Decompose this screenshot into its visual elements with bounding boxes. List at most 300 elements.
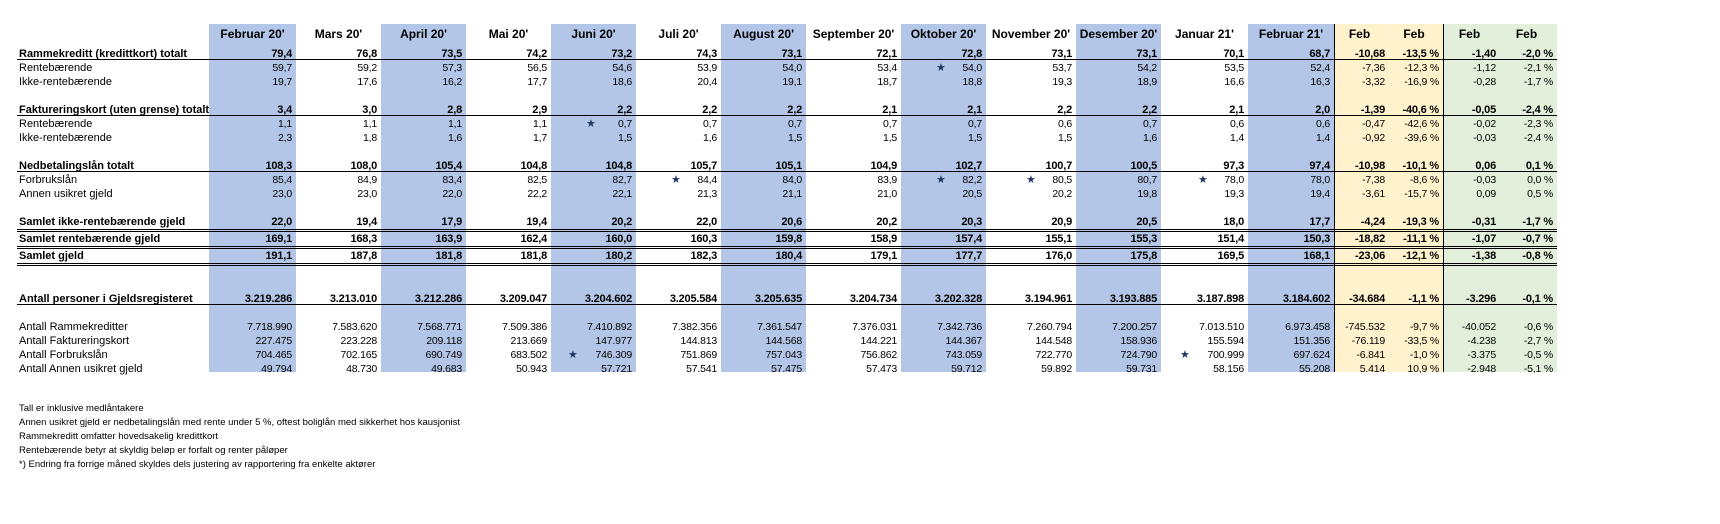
table-cell: 73,2 <box>611 48 632 60</box>
table-cell: 78,0 <box>1310 174 1330 186</box>
table-cell: 73,1 <box>781 48 802 60</box>
star-marker: ★ <box>1198 174 1208 186</box>
change-header: Feb <box>1515 27 1538 41</box>
table-cell: 1,5 <box>788 132 802 144</box>
table-cell: 73,1 <box>1051 48 1072 60</box>
footnote: Tall er inklusive medlåntakere <box>19 403 144 414</box>
table-cell: 700.999 <box>1207 349 1244 361</box>
row-label: Ikke-rentebærende <box>19 132 112 144</box>
change-cell: -3,61 <box>1362 188 1385 200</box>
table-cell: 2,1 <box>882 104 897 116</box>
month-header: Februar 21' <box>1258 27 1324 41</box>
table-cell: 20,4 <box>697 76 717 88</box>
change-cell: -4,24 <box>1360 216 1385 228</box>
table-cell: 17,6 <box>357 76 377 88</box>
change-cell: -1,38 <box>1471 250 1496 262</box>
change-cell: -1,40 <box>1471 48 1496 60</box>
table-cell: 1,1 <box>448 118 462 130</box>
table-cell: 20,9 <box>1051 216 1072 228</box>
row-label: Samlet gjeld <box>19 250 84 262</box>
table-cell: 0,6 <box>1316 118 1330 130</box>
table-cell: 83,9 <box>877 174 897 186</box>
star-marker: ★ <box>936 174 946 186</box>
change-cell: -1,0 % <box>1409 349 1439 361</box>
change-cell: 0,06 <box>1475 160 1496 172</box>
table-cell: 182,3 <box>690 250 717 262</box>
month-header: Januar 21' <box>1175 27 1234 41</box>
table-cell: 79,4 <box>271 48 292 60</box>
row-label: Samlet rentebærende gjeld <box>19 233 161 245</box>
table-cell: 151.356 <box>1293 335 1330 347</box>
row-divider <box>17 304 1557 305</box>
table-cell: 97,4 <box>1309 160 1330 172</box>
table-cell: 3.187.898 <box>1196 293 1244 305</box>
table-cell: 17,7 <box>527 76 547 88</box>
table-cell: 191,1 <box>265 250 292 262</box>
row-label: Rammekreditt (kredittkort) totalt <box>19 48 188 60</box>
month-header: August 20' <box>733 27 794 41</box>
table-cell: 16,3 <box>1310 76 1330 88</box>
table-cell: 756.862 <box>860 349 897 361</box>
table-cell: 151,4 <box>1217 233 1244 245</box>
table-cell: 20,6 <box>781 216 802 228</box>
table-cell: 155,3 <box>1130 233 1157 245</box>
change-cell: -12,3 % <box>1404 62 1439 74</box>
table-cell: 0,7 <box>1143 118 1157 130</box>
table-cell: 57.473 <box>866 363 897 375</box>
table-cell: 0,7 <box>618 118 632 130</box>
change-cell: -0,8 % <box>1522 250 1553 262</box>
table-cell: 0,7 <box>968 118 982 130</box>
month-header: Juli 20' <box>658 27 699 41</box>
table-cell: 100,5 <box>1130 160 1157 172</box>
table-cell: 177,7 <box>955 250 982 262</box>
table-cell: 74,3 <box>696 48 717 60</box>
change-cell: -2,3 % <box>1523 118 1553 130</box>
table-cell: 18,0 <box>1223 216 1244 228</box>
table-cell: 169,5 <box>1217 250 1244 262</box>
table-cell: 163,9 <box>435 233 462 245</box>
table-cell: 223.228 <box>340 335 377 347</box>
change-cell: -2,1 % <box>1523 62 1553 74</box>
table-cell: 22,2 <box>527 188 547 200</box>
change-cell: -15,7 % <box>1404 188 1439 200</box>
table-cell: 3.204.734 <box>849 293 897 305</box>
table-cell: 20,2 <box>1052 188 1072 200</box>
table-cell: 168,1 <box>1303 250 1330 262</box>
table-cell: 104,9 <box>870 160 897 172</box>
table-cell: 746.309 <box>595 349 632 361</box>
change-cell: -1,12 <box>1473 62 1496 74</box>
table-cell: 3,4 <box>277 104 292 116</box>
table-cell: 1,6 <box>703 132 717 144</box>
table-cell: 144.813 <box>680 335 717 347</box>
row-label: Faktureringskort (uten grense) totalt <box>19 104 210 116</box>
change-cell: -12,1 % <box>1402 250 1439 262</box>
table-cell: 100,7 <box>1045 160 1072 172</box>
change-cell: 5.414 <box>1359 363 1385 375</box>
table-cell: 7.361.547 <box>757 321 802 333</box>
change-cell: -18,82 <box>1355 233 1385 245</box>
change-cell: -33,5 % <box>1404 335 1439 347</box>
table-cell: 18,8 <box>962 76 982 88</box>
table-cell: 1,7 <box>533 132 547 144</box>
table-cell: 53,5 <box>1224 62 1244 74</box>
change-cell: -0,47 <box>1362 118 1385 130</box>
change-cell: -0,6 % <box>1523 321 1553 333</box>
table-cell: 54,0 <box>782 62 802 74</box>
change-header: Feb <box>1403 27 1425 41</box>
table-cell: 74,2 <box>526 48 547 60</box>
table-cell: 1,1 <box>533 118 547 130</box>
change-cell: -8,6 % <box>1409 174 1439 186</box>
table-cell: 19,4 <box>526 216 547 228</box>
change-cell: -1,7 % <box>1523 76 1553 88</box>
table-cell: 150,3 <box>1303 233 1330 245</box>
row-label: Antall Faktureringskort <box>19 335 130 347</box>
table-cell: 54,6 <box>612 62 632 74</box>
table-cell: 1,4 <box>1230 132 1244 144</box>
table-cell: 78,0 <box>1224 174 1244 186</box>
table-cell: 56,5 <box>527 62 547 74</box>
table-cell: 187,8 <box>350 250 377 262</box>
footnote: Rentebærende betyr at skyldig beløp er forfalt og renter påløper <box>19 445 288 456</box>
change-cell: -9,7 % <box>1409 321 1439 333</box>
table-cell: 53,4 <box>877 62 897 74</box>
table-cell: 105,4 <box>435 160 462 172</box>
table-cell: 20,2 <box>611 216 632 228</box>
table-cell: 57,3 <box>442 62 462 74</box>
table-cell: 724.790 <box>1120 349 1157 361</box>
table-cell: 2,2 <box>1057 104 1072 116</box>
table-cell: 169,1 <box>265 233 292 245</box>
star-marker: ★ <box>568 349 578 361</box>
table-cell: 757.043 <box>765 349 802 361</box>
change-cell: -3,32 <box>1362 76 1385 88</box>
change-cell: -0,03 <box>1473 132 1496 144</box>
table-cell: 22,1 <box>612 188 632 200</box>
change-cell: -0,28 <box>1473 76 1496 88</box>
table-cell: 105,1 <box>775 160 802 172</box>
change-cell: -40.052 <box>1461 321 1496 333</box>
table-cell: 0,7 <box>788 118 802 130</box>
table-cell: 155,1 <box>1045 233 1072 245</box>
table-cell: 7.200.257 <box>1112 321 1157 333</box>
table-cell: 102,7 <box>955 160 982 172</box>
change-cell: -2,4 % <box>1523 132 1553 144</box>
table-cell: 213.669 <box>510 335 547 347</box>
table-cell: 22,0 <box>271 216 292 228</box>
table-cell: 72,1 <box>876 48 897 60</box>
row-divider <box>17 246 1557 247</box>
row-label: Rentebærende <box>19 62 93 74</box>
table-cell: 702.165 <box>340 349 377 361</box>
table-cell: 743.059 <box>945 349 982 361</box>
table-cell: 180,2 <box>605 250 632 262</box>
table-cell: 49.683 <box>431 363 462 375</box>
table-cell: 683.502 <box>510 349 547 361</box>
month-header: September 20' <box>812 27 895 41</box>
table-cell: 68,7 <box>1309 48 1330 60</box>
table-cell: 57.721 <box>601 363 632 375</box>
table-cell: 59,7 <box>272 62 292 74</box>
row-label: Rentebærende <box>19 118 93 130</box>
table-cell: 85,4 <box>272 174 292 186</box>
table-cell: 53,7 <box>1052 62 1072 74</box>
table-cell: 73,5 <box>441 48 462 60</box>
table-cell: 7.509.386 <box>502 321 547 333</box>
table-cell: 3.194.961 <box>1024 293 1072 305</box>
table-cell: 1,5 <box>618 132 632 144</box>
table-cell: 82,7 <box>612 174 632 186</box>
table-cell: 108,3 <box>265 160 292 172</box>
change-cell: -19,3 % <box>1402 216 1439 228</box>
row-label: Antall personer i Gjeldsregisteret <box>19 293 193 305</box>
table-cell: 181,8 <box>520 250 547 262</box>
table-cell: 175,8 <box>1130 250 1157 262</box>
table-cell: 84,9 <box>357 174 377 186</box>
change-cell: -4.238 <box>1467 335 1496 347</box>
change-cell: -0,1 % <box>1522 293 1553 305</box>
table-cell: 7.568.771 <box>417 321 462 333</box>
table-cell: 20,5 <box>1136 216 1157 228</box>
row-label: Annen usikret gjeld <box>19 188 113 200</box>
table-cell: 59,2 <box>357 62 377 74</box>
table-cell: 3.213.010 <box>329 293 377 305</box>
table-cell: 76,8 <box>356 48 377 60</box>
row-divider <box>17 171 1557 172</box>
table-cell: 181,8 <box>435 250 462 262</box>
star-marker: ★ <box>671 174 681 186</box>
table-cell: 20,2 <box>876 216 897 228</box>
table-cell: 50.943 <box>516 363 547 375</box>
change-cell: -0,31 <box>1471 216 1496 228</box>
change-cell: -745.532 <box>1345 321 1385 333</box>
row-divider <box>17 231 1557 232</box>
change-cell: 0,0 % <box>1527 174 1553 186</box>
table-cell: 73,1 <box>1136 48 1157 60</box>
row-label: Antall Annen usikret gjeld <box>19 363 143 375</box>
change-cell: -2,7 % <box>1523 335 1553 347</box>
change-cell: -7,36 <box>1362 62 1385 74</box>
table-cell: 70,1 <box>1223 48 1244 60</box>
table-cell: 1,8 <box>363 132 377 144</box>
table-cell: 19,3 <box>1052 76 1072 88</box>
table-cell: 3.212.286 <box>414 293 462 305</box>
table-cell: 1,6 <box>1143 132 1157 144</box>
row-label: Samlet ikke-rentebærende gjeld <box>19 216 186 228</box>
change-cell: -2,4 % <box>1522 104 1553 116</box>
table-cell: 108,0 <box>350 160 377 172</box>
table-cell: 3.202.328 <box>934 293 982 305</box>
table-cell: 97,3 <box>1223 160 1244 172</box>
table-cell: 105,7 <box>690 160 717 172</box>
change-cell: 0,09 <box>1476 188 1496 200</box>
table-cell: 82,5 <box>527 174 547 186</box>
change-cell: -76.119 <box>1351 335 1385 347</box>
table-cell: 3.205.584 <box>669 293 717 305</box>
change-cell: 0,5 % <box>1527 188 1553 200</box>
row-divider <box>17 248 1557 249</box>
table-cell: 7.583.620 <box>332 321 377 333</box>
table-cell: 23,0 <box>272 188 292 200</box>
table-cell: 1,5 <box>968 132 982 144</box>
change-cell: -10,1 % <box>1402 160 1439 172</box>
change-header: Feb <box>1348 27 1371 41</box>
table-cell: 159,8 <box>775 233 802 245</box>
change-cell: -0,03 <box>1473 174 1496 186</box>
month-header: Oktober 20' <box>910 27 977 41</box>
table-cell: 80,5 <box>1052 174 1072 186</box>
table-cell: 19,8 <box>1137 188 1157 200</box>
table-cell: 21,3 <box>697 188 717 200</box>
change-cell: 10,9 % <box>1407 363 1439 375</box>
table-cell: 7.718.990 <box>247 321 292 333</box>
table-cell: 704.465 <box>255 349 292 361</box>
change-cell: -6.841 <box>1356 349 1385 361</box>
table-cell: 104,8 <box>520 160 547 172</box>
change-cell: -7,38 <box>1362 174 1385 186</box>
table-cell: 7.342.736 <box>937 321 982 333</box>
table-cell: 52,4 <box>1310 62 1330 74</box>
table-cell: 7.382.356 <box>672 321 717 333</box>
table-cell: 1,5 <box>883 132 897 144</box>
table-cell: 158,9 <box>870 233 897 245</box>
month-header: April 20' <box>400 27 447 41</box>
table-cell: 3.205.635 <box>754 293 802 305</box>
change-cell: -34.684 <box>1349 293 1385 305</box>
table-cell: 49.794 <box>261 363 292 375</box>
table-cell: 54,2 <box>1137 62 1157 74</box>
month-header: Februar 20' <box>220 27 285 41</box>
table-cell: 3.193.885 <box>1109 293 1157 305</box>
row-divider <box>17 265 1557 266</box>
footnote: *) Endring fra forrige måned skyldes dels justering av rapportering fra enkelte aktører <box>19 459 376 470</box>
table-cell: 80,7 <box>1137 174 1157 186</box>
row-label: Forbrukslån <box>19 174 78 186</box>
table-cell: 55.208 <box>1299 363 1330 375</box>
row-label: Antall Forbrukslån <box>19 349 108 361</box>
table-cell: 2,2 <box>787 104 802 116</box>
table-cell: 2,0 <box>1315 104 1330 116</box>
change-cell: -3.296 <box>1466 293 1496 305</box>
table-cell: 144.221 <box>860 335 897 347</box>
table-cell: 17,9 <box>441 216 462 228</box>
table-cell: 17,7 <box>1309 216 1330 228</box>
row-divider <box>17 115 1557 116</box>
change-cell: -0,7 % <box>1522 233 1553 245</box>
month-header: Mars 20' <box>314 27 363 41</box>
table-cell: 144.367 <box>945 335 982 347</box>
table-cell: 20,5 <box>962 188 982 200</box>
change-cell: -13,5 % <box>1402 48 1439 60</box>
change-header: Feb <box>1458 27 1481 41</box>
table-cell: 2,8 <box>447 104 462 116</box>
table-cell: 53,9 <box>697 62 717 74</box>
star-marker: ★ <box>936 62 946 74</box>
table-cell: 18,7 <box>877 76 897 88</box>
table-cell: 21,1 <box>782 188 802 200</box>
table-cell: 2,1 <box>1229 104 1244 116</box>
row-divider <box>17 229 1557 230</box>
table-cell: 176,0 <box>1045 250 1072 262</box>
table-cell: 209.118 <box>426 335 462 347</box>
table-cell: 19,7 <box>272 76 292 88</box>
month-header: Desember 20' <box>1079 27 1158 41</box>
table-cell: 19,1 <box>782 76 802 88</box>
table-cell: 16,2 <box>442 76 462 88</box>
table-cell: 22,0 <box>696 216 717 228</box>
table-cell: 57.475 <box>771 363 802 375</box>
table-cell: 3.204.602 <box>584 293 632 305</box>
month-header: Mai 20' <box>488 27 529 41</box>
table-cell: 3.184.602 <box>1282 293 1330 305</box>
change-cell: -0,5 % <box>1523 349 1553 361</box>
table-cell: 18,9 <box>1137 76 1157 88</box>
table-cell: 58.156 <box>1213 363 1244 375</box>
table-cell: 155.594 <box>1207 335 1244 347</box>
table-cell: 160,3 <box>690 233 717 245</box>
table-cell: 22,0 <box>442 188 462 200</box>
change-cell: -0,05 <box>1471 104 1496 116</box>
table-cell: 72,8 <box>961 48 982 60</box>
table-cell: 2,2 <box>617 104 632 116</box>
table-cell: 3,0 <box>362 104 377 116</box>
table-cell: 48.730 <box>346 363 377 375</box>
table-cell: 3.219.286 <box>244 293 292 305</box>
change-cell: -16,9 % <box>1404 76 1439 88</box>
table-cell: 751.869 <box>680 349 717 361</box>
table-cell: 144.568 <box>765 335 802 347</box>
table-cell: 59.892 <box>1041 363 1072 375</box>
table-cell: 19,4 <box>1310 188 1330 200</box>
change-cell: 0,1 % <box>1525 160 1553 172</box>
table-cell: 7.013.510 <box>1199 321 1244 333</box>
table-cell: 180,4 <box>775 250 802 262</box>
table-cell: 168,3 <box>350 233 377 245</box>
table-cell: 1,5 <box>1058 132 1072 144</box>
change-cell: -40,6 % <box>1402 104 1439 116</box>
row-divider <box>17 263 1557 264</box>
row-label: Antall Rammekreditter <box>19 321 128 333</box>
table-cell: 158.936 <box>1120 335 1157 347</box>
table-cell: 1,6 <box>448 132 462 144</box>
table-cell: 0,6 <box>1058 118 1072 130</box>
change-cell: -5,1 % <box>1523 363 1553 375</box>
star-marker: ★ <box>1026 174 1036 186</box>
table-cell: 2,2 <box>1142 104 1157 116</box>
table-cell: 160,0 <box>605 233 632 245</box>
table-cell: 1,1 <box>278 118 292 130</box>
table-cell: 104,8 <box>605 160 632 172</box>
table-cell: 2,2 <box>702 104 717 116</box>
table-cell: 59.712 <box>951 363 982 375</box>
table-cell: 179,1 <box>870 250 897 262</box>
change-cell: -10,98 <box>1355 160 1385 172</box>
row-label: Ikke-rentebærende <box>19 76 112 88</box>
table-cell: 23,0 <box>357 188 377 200</box>
table-cell: 1,1 <box>363 118 377 130</box>
change-cell: -1,1 % <box>1408 293 1439 305</box>
table-cell: 690.749 <box>425 349 462 361</box>
table-cell: 84,4 <box>697 174 717 186</box>
table-cell: 147.977 <box>595 335 632 347</box>
change-cell: -11,1 % <box>1403 233 1439 245</box>
change-cell: -23,06 <box>1355 250 1385 262</box>
table-cell: 6.973.458 <box>1285 321 1330 333</box>
table-cell: 82,2 <box>962 174 982 186</box>
table-cell: 227.475 <box>255 335 292 347</box>
